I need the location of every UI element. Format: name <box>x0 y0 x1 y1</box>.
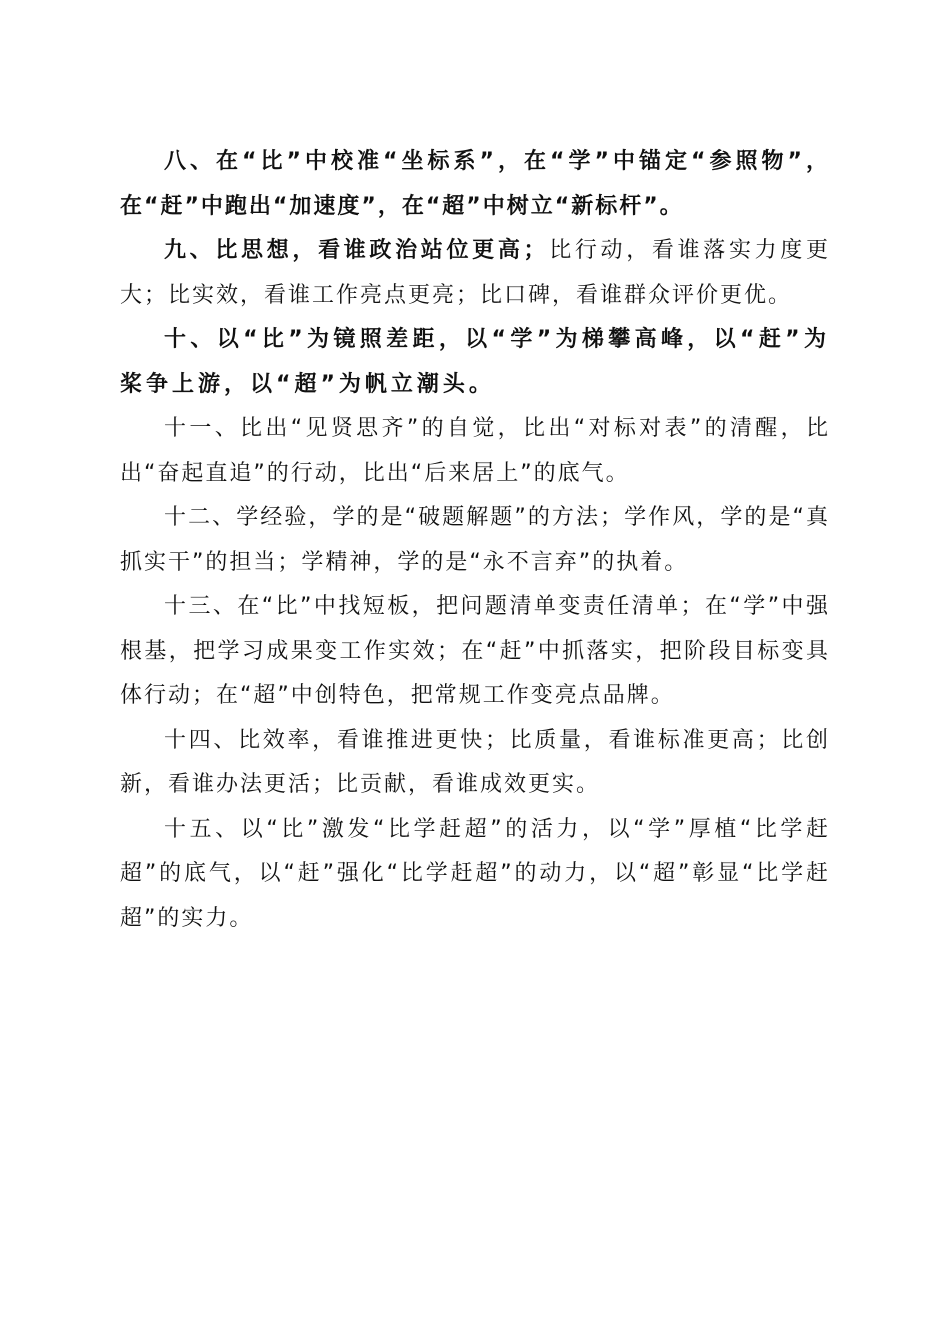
paragraph-9 <box>120 229 830 318</box>
paragraph-13: 十三、在“比”中找短板，把问题清单变责任清单；在“学”中强根基，把学习成果变工作实效；在“赶”中抓落实，把阶段目标变具体行动；在“超”中创特色，把常规工作变亮点品牌。 <box>120 594 830 708</box>
paragraph-14: 十四、比效率，看谁推进更快；比质量，看谁标准更高；比创新，看谁办法更活；比贡献，看谁成效更实。 <box>120 727 830 797</box>
paragraph-10: 十、以“比”为镜照差距，以“学”为梯攀高峰，以“赶”为桨争上游，以“超”为帆立潮头。 <box>120 327 830 397</box>
document-body <box>120 140 830 941</box>
paragraph-15: 十五、以“比”激发“比学赶超”的活力，以“学”厚植“比学赶超”的底气，以“赶”强化“比学赶超”的动力，以“超”彰显“比学赶超”的实力。 <box>120 816 830 931</box>
paragraph-8: 八、在“比”中校准“坐标系”，在“学”中锚定“参照物”，在“赶”中跑出“加速度”，在“超”中树立“新标杆”。 <box>120 149 830 219</box>
paragraph-9-rest: 比行动，看谁落实力度更大；比实效，看谁工作亮点更亮；比口碑，看谁群众评价更优。 <box>120 238 830 308</box>
paragraph-12: 十二、学经验，学的是“破题解题”的方法；学作风，学的是“真抓实干”的担当；学精神，学的是“永不言弃”的执着。 <box>120 505 830 575</box>
paragraph-9-bold-lead: 九、比思想，看谁政治站位更高； <box>164 238 548 263</box>
paragraph-11: 十一、比出“见贤思齐”的自觉，比出“对标对表”的清醒，比出“奋起直追”的行动，比出“后来居上”的底气。 <box>120 416 830 486</box>
